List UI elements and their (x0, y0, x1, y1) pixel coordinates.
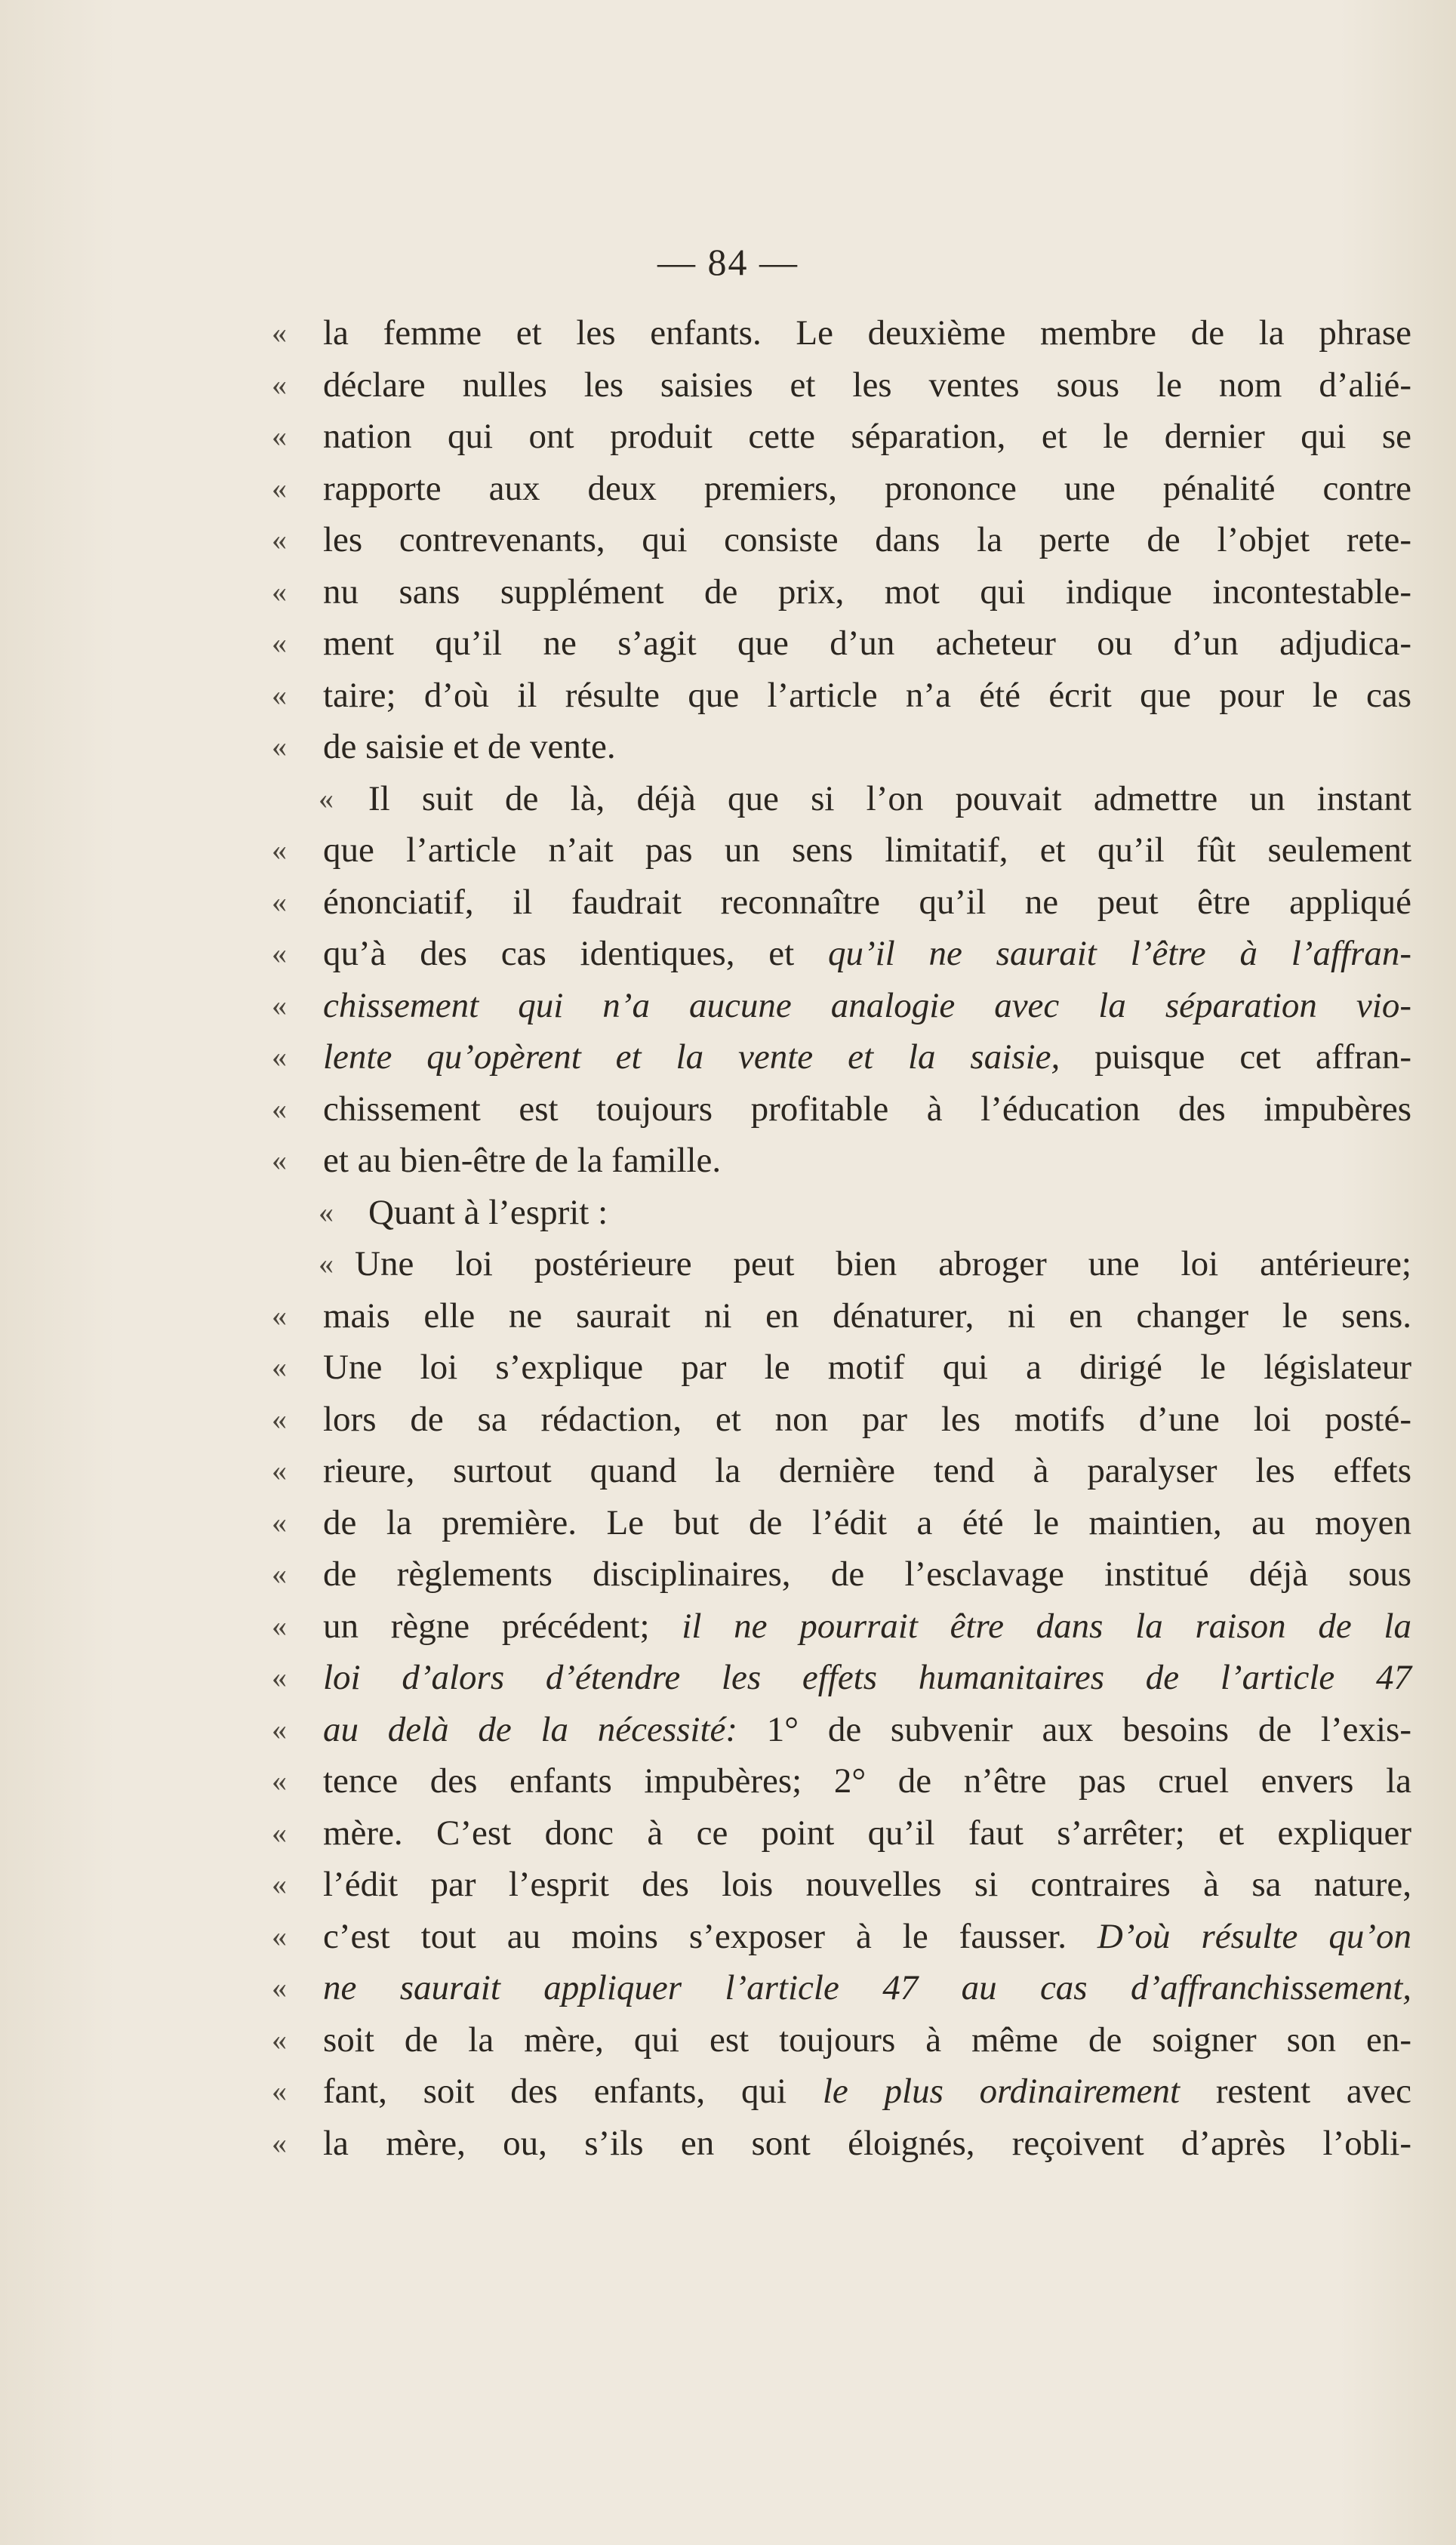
text-segment: de saisie et de vente. (323, 727, 616, 766)
italic-segment: il ne pourrait être dans la raison de la (682, 1606, 1411, 1646)
line-text (323, 1083, 1411, 1135)
text-segment: et au bien-être de la famille. (323, 1141, 722, 1180)
line-text (323, 1445, 1411, 1497)
quote-mark: « (272, 626, 287, 660)
italic-segment: ne saurait appliquer l’article 47 au cas d’affranchissement, (323, 1968, 1411, 2007)
text-segment: mais elle ne saurait ni en dénaturer, ni en changer le sens. (323, 1296, 1411, 1336)
text-segment: la femme et les enfants. Le deuxième membre de la phrase (323, 313, 1411, 353)
text-segment: Il suit de là, déjà que si l’on pouvait admettre un instant (368, 778, 1411, 818)
text-segment: nu sans supplément de prix, mot qui indique incontestable- (323, 572, 1411, 612)
quote-mark: « (272, 1867, 287, 1901)
quote-mark: « (272, 936, 287, 970)
text-segment: nation qui ont produit cette séparation, et le dernier qui se (323, 417, 1411, 456)
line-text (323, 1342, 1411, 1394)
line-text (323, 2014, 1411, 2066)
line-text (323, 1704, 1411, 1756)
text-line (272, 721, 1411, 773)
text-segment: soit de la mère, qui est toujours à même de soigner son en- (323, 2020, 1411, 2060)
line-text (323, 566, 1411, 618)
line-text (323, 514, 1411, 566)
quote-mark: « (272, 1091, 287, 1126)
quote-mark: « (272, 1970, 287, 2004)
italic-segment: au delà de la nécessité: (323, 1709, 738, 1749)
quote-mark: « (272, 1298, 287, 1333)
line-text (323, 2118, 1411, 2170)
line-text (323, 1962, 1411, 2014)
text-line (272, 1548, 1411, 1601)
quote-mark: « (272, 1453, 287, 1487)
text-segment: de la première. Le but de l’édit a été le maintien, au moyen (323, 1502, 1411, 1542)
quote-mark: « (272, 833, 287, 867)
quote-mark: « (272, 316, 287, 350)
quote-mark: « (272, 419, 287, 453)
text-line (272, 1342, 1411, 1394)
text-line (272, 670, 1411, 722)
text-segment: taire; d’où il résulte que l’article n’a été écrit que pour le cas (323, 675, 1411, 715)
text-line (272, 877, 1411, 929)
italic-segment: qu’il ne saurait l’être à l’affran- (827, 934, 1411, 973)
line-text (323, 1807, 1411, 1859)
line-text (368, 1187, 1411, 1239)
quote-mark: « (272, 367, 287, 402)
text-segment: lors de sa rédaction, et non par les motifs d’une loi posté- (323, 1399, 1411, 1439)
quote-mark: « (272, 1557, 287, 1591)
text-segment: rapporte aux deux premiers, prononce une pénalité contre (323, 468, 1411, 508)
text-line (272, 928, 1411, 980)
line-text (323, 1290, 1411, 1342)
text-segment: mère. C’est donc à ce point qu’il faut s’arrêter; et expliquer (323, 1813, 1411, 1853)
line-text (323, 359, 1411, 411)
text-line (272, 1394, 1411, 1446)
quote-mark: « (272, 987, 287, 1022)
text-segment: un règne précédent; (323, 1606, 682, 1646)
line-text (323, 1497, 1411, 1549)
text-line (272, 773, 1411, 825)
text-line (272, 618, 1411, 670)
text-segment: chissement est toujours profitable à l’éducation des impubères (323, 1089, 1411, 1129)
text-segment: qu’à des cas identiques, et (323, 934, 828, 973)
line-text (355, 1238, 1411, 1290)
line-text (323, 1601, 1411, 1653)
quote-mark: « (272, 1712, 287, 1746)
text-segment: Une loi s’explique par le motif qui a dirigé le législateur (323, 1348, 1411, 1387)
quote-mark: « (272, 1143, 287, 1177)
text-line (272, 2118, 1411, 2170)
text-segment: 1° de subvenir aux besoins de l’exis- (737, 1709, 1411, 1749)
line-text (323, 1755, 1411, 1807)
text-line (272, 1445, 1411, 1497)
line-text (323, 2066, 1411, 2118)
line-text (323, 411, 1411, 463)
text-segment: restent avec (1180, 2072, 1411, 2111)
quote-mark: « (272, 1918, 287, 1953)
body-text (272, 307, 1411, 2169)
line-text (323, 307, 1411, 359)
line-text (323, 980, 1411, 1032)
line-text (323, 670, 1411, 722)
line-text (323, 877, 1411, 929)
text-segment: de règlements disciplinaires, de l’esclavage institué déjà sous (323, 1554, 1411, 1594)
text-segment: ment qu’il ne s’agit que d’un acheteur ou d’un adjudica- (323, 624, 1411, 663)
text-segment: puisque cet affran- (1060, 1037, 1412, 1077)
quote-mark: « (272, 1040, 287, 1074)
text-line (272, 1755, 1411, 1807)
line-text (323, 824, 1411, 877)
text-line (272, 411, 1411, 463)
text-line (272, 1083, 1411, 1135)
quote-mark: « (272, 522, 287, 556)
line-text (323, 1394, 1411, 1446)
text-segment: déclare nulles les saisies et les ventes sous le nom d’alié- (323, 365, 1411, 405)
text-segment: énonciatif, il faudrait reconnaître qu’il ne peut être appliqué (323, 882, 1411, 922)
line-text (323, 721, 1411, 773)
quote-mark: « (272, 1815, 287, 1850)
quote-mark: « (272, 470, 287, 505)
text-segment: l’édit par l’esprit des lois nouvelles si contraires à sa nature, (323, 1865, 1411, 1904)
line-text (368, 773, 1411, 825)
quote-mark: « (272, 1350, 287, 1384)
text-line (272, 824, 1411, 877)
quote-mark: « (272, 2074, 287, 2108)
text-line (272, 463, 1411, 515)
quote-mark: « (272, 574, 287, 609)
text-segment: tence des enfants impubères; 2° de n’être pas cruel envers la (323, 1761, 1411, 1801)
text-line (272, 1031, 1411, 1083)
italic-segment: D’où résulte qu’on (1097, 1916, 1411, 1956)
italic-segment: lente qu’opèrent et la vente et la saisie, (323, 1037, 1060, 1077)
text-segment: rieure, surtout quand la dernière tend à paralyser les effets (323, 1451, 1411, 1490)
quote-mark: « (272, 729, 287, 763)
text-line (272, 2014, 1411, 2066)
text-line (272, 1601, 1411, 1653)
text-line (272, 1135, 1411, 1187)
line-text (323, 1911, 1411, 1963)
text-line (272, 514, 1411, 566)
quote-mark: « (272, 1764, 287, 1798)
text-line (272, 1238, 1411, 1290)
italic-segment: chissement qui n’a aucune analogie avec la séparation vio- (323, 985, 1411, 1025)
text-line (272, 1652, 1411, 1704)
quote-mark: « (272, 1660, 287, 1694)
line-text (323, 928, 1411, 980)
text-line (272, 359, 1411, 411)
line-text (323, 463, 1411, 515)
text-segment: les contrevenants, qui consiste dans la perte de l’objet rete- (323, 520, 1411, 559)
text-line (272, 1290, 1411, 1342)
text-line (272, 1807, 1411, 1859)
quote-mark: « (319, 781, 334, 815)
text-line (272, 1911, 1411, 1963)
line-text (323, 1652, 1411, 1704)
quote-mark: « (319, 1194, 334, 1229)
line-text (323, 1859, 1411, 1911)
text-line (272, 980, 1411, 1032)
line-text (323, 1548, 1411, 1601)
text-line (272, 1704, 1411, 1756)
text-segment: Une loi postérieure peut bien abroger une loi antérieure; (355, 1244, 1411, 1283)
italic-segment: le plus ordinairement (822, 2072, 1180, 2111)
text-line (272, 2066, 1411, 2118)
italic-segment: loi d’alors d’étendre les effets humanitaires de l’article 47 (323, 1658, 1411, 1697)
quote-mark: « (272, 1505, 287, 1539)
page-number: — 84 — (657, 241, 799, 283)
line-text (323, 1135, 1411, 1187)
text-segment: Quant à l’esprit : (368, 1192, 608, 1232)
text-line (272, 1497, 1411, 1549)
text-segment: fant, soit des enfants, qui (323, 2072, 823, 2111)
text-segment: que l’article n’ait pas un sens limitatif, et qu’il fût seulement (323, 830, 1411, 870)
text-line (272, 307, 1411, 359)
line-text (323, 618, 1411, 670)
quote-mark: « (272, 2125, 287, 2160)
quote-mark: « (319, 1246, 334, 1280)
text-line (272, 1187, 1411, 1239)
quote-mark: « (272, 884, 287, 919)
text-segment: la mère, ou, s’ils en sont éloignés, reçoivent d’après l’obli- (323, 2123, 1411, 2163)
quote-mark: « (272, 2022, 287, 2057)
line-text (323, 1031, 1411, 1083)
text-segment: c’est tout au moins s’exposer à le fausser. (323, 1916, 1097, 1956)
quote-mark: « (272, 677, 287, 712)
quote-mark: « (272, 1401, 287, 1436)
text-line (272, 566, 1411, 618)
quote-mark: « (272, 1608, 287, 1643)
text-line (272, 1962, 1411, 2014)
text-line (272, 1859, 1411, 1911)
